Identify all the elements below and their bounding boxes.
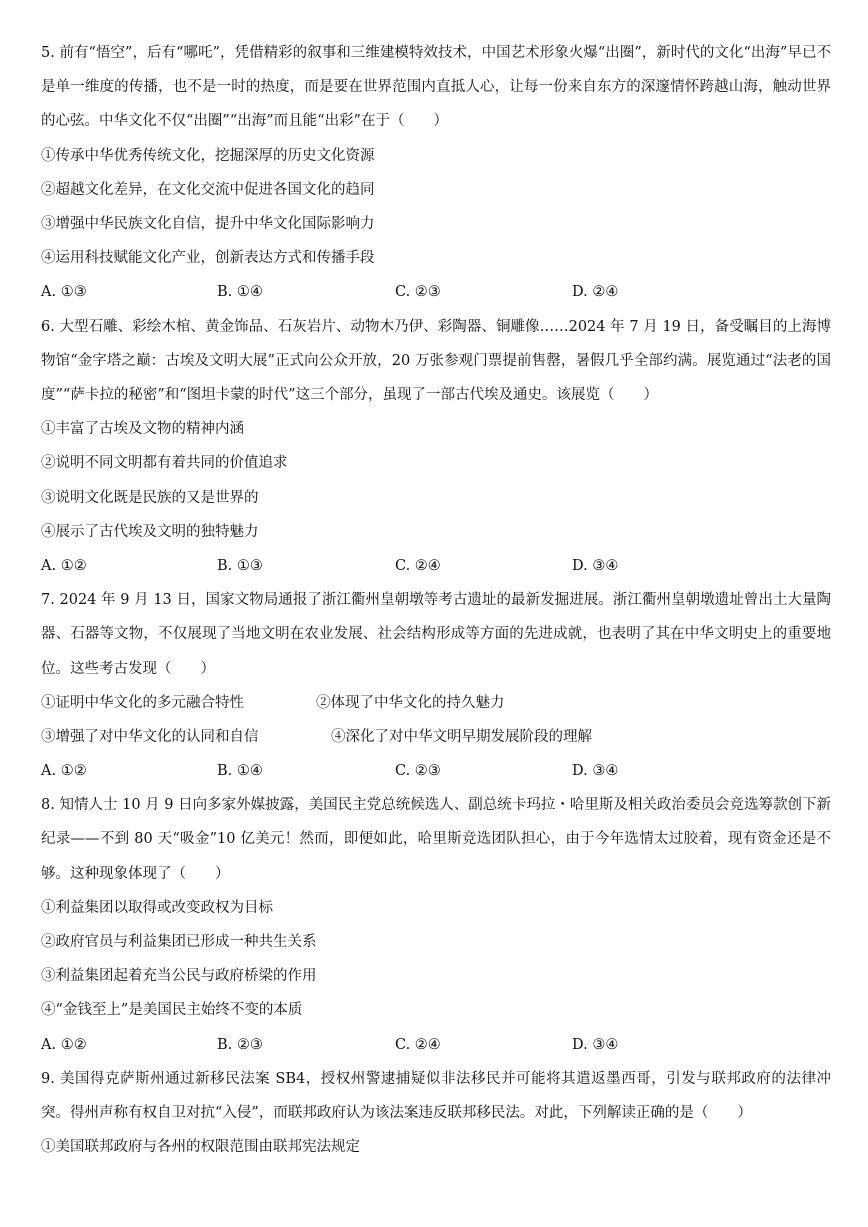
choice-a: A. ①② xyxy=(41,1036,87,1053)
question-9 xyxy=(41,1062,831,1165)
choice-d: D. ③④ xyxy=(572,557,619,574)
option-row-2 xyxy=(41,720,831,754)
choice-b: B. ①③ xyxy=(217,557,263,574)
question-stem: 5. 前有“悟空”，后有“哪吒”，凭借精彩的叙事和三维建模特效技术，中国艺术形象火爆“出圈”，新时代的文化“出海”早已不是单一维度的传播，也不是一时的热度，而是要在世界范围内直抵人心，让每一份来自东方的深邃情怀跨越山海，触动世界的心弦。中华文化不仅“出圈”“出海”而且能“出彩”在于（ ） xyxy=(41,45,831,130)
choice-a: A. ①③ xyxy=(41,284,87,301)
option-4: ④深化了对中华文明早期发展阶段的理解 xyxy=(331,728,592,745)
option-2: ②体现了中华文化的持久魅力 xyxy=(316,694,505,711)
choice-d: D. ②④ xyxy=(572,284,619,301)
option-3: ③利益集团起着充当公民与政府桥梁的作用 xyxy=(41,968,317,985)
option-1: ①丰富了古埃及文物的精神内涵 xyxy=(41,421,244,438)
question-5 xyxy=(41,36,831,310)
option-1: ①美国联邦政府与各州的权限范围由联邦宪法规定 xyxy=(41,1139,360,1156)
option-3: ③增强中华民族文化自信，提升中华文化国际影响力 xyxy=(41,215,375,232)
option-4: ④运用科技赋能文化产业，创新表达方式和传播手段 xyxy=(41,250,375,267)
choice-b: B. ①④ xyxy=(217,284,263,301)
choice-c: C. ②③ xyxy=(395,763,441,780)
option-4: ④“金钱至上”是美国民主始终不变的本质 xyxy=(41,1002,303,1019)
question-stem: 9. 美国得克萨斯州通过新移民法案 SB4，授权州警逮捕疑似非法移民并可能将其遣返墨西哥，引发与联邦政府的法律冲突。得州声称有权自卫对抗“入侵”，而联邦政府认为该法案违反联邦移民法。对此，下列解读正确的是（ ） xyxy=(41,1070,831,1122)
option-2: ②超越文化差异，在文化交流中促进各国文化的趋同 xyxy=(41,181,375,198)
question-7 xyxy=(41,583,831,788)
choice-c: C. ②③ xyxy=(395,284,441,301)
option-2: ②政府官员与利益集团已形成一种共生关系 xyxy=(41,934,317,951)
question-8 xyxy=(41,788,831,1062)
answer-choices xyxy=(41,754,831,788)
question-stem: 6. 大型石雕、彩绘木棺、黄金饰品、石灰岩片、动物木乃伊、彩陶器、铜雕像……2024 年 7 月 19 日，备受瞩目的上海博物馆“金字塔之巅：古埃及文明大展”正式向公众开放，20 万张参观门票提前售罄，暑假几乎全部约满。展览通过“法老的国度”“萨卡拉的秘密”和“图坦卡蒙的时代”这三个部分，虽现了一部古代埃及通史。该展览（ ） xyxy=(41,318,831,403)
answer-choices xyxy=(41,549,831,583)
option-3: ③说明文化既是民族的又是世界的 xyxy=(41,489,259,506)
choice-c: C. ②④ xyxy=(395,557,441,574)
question-stem: 8. 知情人士 10 月 9 日向多家外媒披露，美国民主党总统候选人、副总统卡玛拉・哈里斯及相关政治委员会竞选筹款创下新纪录——不到 80 天“吸金”10 亿美元！然而，即便如此，哈里斯竞选团队担心，由于今年选情太过胶着，现有资金还是不够。这种现象体现了（ ） xyxy=(41,797,831,882)
exam-page xyxy=(41,36,831,1164)
choice-d: D. ③④ xyxy=(572,1036,619,1053)
option-3: ③增强了对中华文化的认同和自信 xyxy=(41,728,259,745)
option-4: ④展示了古代埃及文明的独特魅力 xyxy=(41,523,259,540)
choice-b: B. ①④ xyxy=(217,763,263,780)
option-2: ②说明不同文明都有着共同的价值追求 xyxy=(41,455,288,472)
answer-choices xyxy=(41,275,831,309)
choice-a: A. ①② xyxy=(41,763,87,780)
option-row-1 xyxy=(41,686,831,720)
option-1: ①证明中华文化的多元融合特性 xyxy=(41,694,244,711)
option-1: ①利益集团以取得或改变政权为目标 xyxy=(41,899,273,916)
option-1: ①传承中华优秀传统文化，挖掘深厚的历史文化资源 xyxy=(41,147,375,164)
choice-c: C. ②④ xyxy=(395,1036,441,1053)
question-6 xyxy=(41,310,831,584)
choice-d: D. ③④ xyxy=(572,763,619,780)
choice-a: A. ①② xyxy=(41,557,87,574)
question-stem: 7. 2024 年 9 月 13 日，国家文物局通报了浙江衢州皇朝墩等考古遗址的最新发掘进展。浙江衢州皇朝墩遗址曾出土大量陶器、石器等文物，不仅展现了当地文明在农业发展、社会结构形成等方面的先进成就，也表明了其在中华文明史上的重要地位。这些考古发现（ ） xyxy=(41,592,831,677)
answer-choices xyxy=(41,1028,831,1062)
choice-b: B. ②③ xyxy=(217,1036,263,1053)
